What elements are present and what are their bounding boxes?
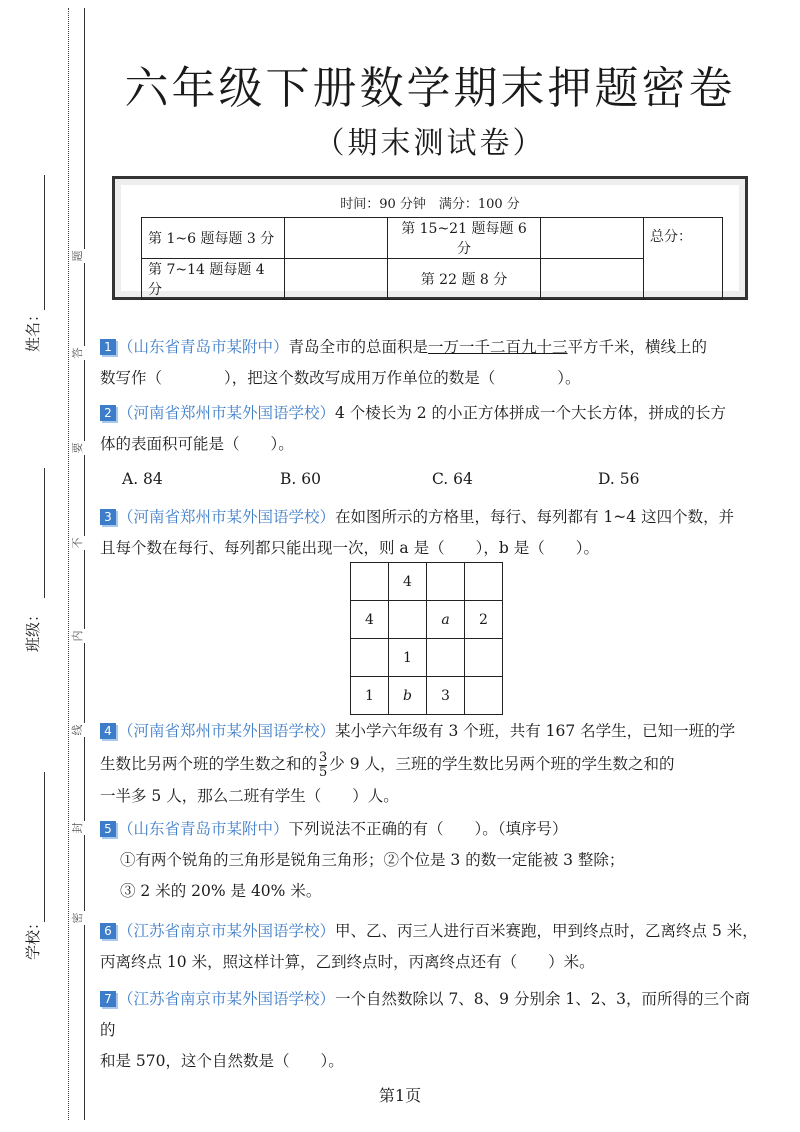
- question-number: 1: [100, 339, 116, 355]
- question-number: 5: [100, 821, 116, 837]
- question-4: [100, 716, 760, 812]
- question-source: （河南省郑州市某外国语学校）: [118, 404, 336, 422]
- question-number: 6: [100, 923, 116, 939]
- score-cell: [541, 218, 644, 259]
- seal-char: 密: [71, 912, 84, 924]
- option-d: D. 56: [598, 470, 640, 488]
- score-cell: 第 1~6 题每题 3 分: [142, 218, 285, 259]
- question-source: （河南省郑州市某外国语学校）: [118, 508, 336, 526]
- question-text: 某小学六年级有 3 个班，共有 167 名学生，已知一班的学: [335, 722, 736, 740]
- option-b: B. 60: [280, 470, 321, 488]
- binding-dotted-line: [68, 8, 69, 1120]
- question-number: 3: [100, 509, 116, 525]
- total-score-cell: 总分：: [644, 218, 723, 300]
- question-number: 7: [100, 991, 116, 1007]
- seal-char: 封: [71, 822, 84, 834]
- class-line: [44, 468, 45, 598]
- fraction: [319, 751, 327, 780]
- question-6: [100, 916, 760, 978]
- question-source: （江苏省南京市某外国语学校）: [118, 922, 336, 940]
- grid-cell: 3: [427, 677, 465, 715]
- school-line: [44, 772, 45, 922]
- fraction-numerator: 3: [319, 749, 328, 765]
- question-number: 2: [100, 405, 116, 421]
- seal-char: 线: [71, 724, 84, 736]
- question-source: （山东省青岛市某附中）: [118, 820, 289, 838]
- question-text: 一个自然数除以 7、8、9 分别余 1、2、3，而所得的三个商的: [100, 990, 750, 1039]
- question-text: 少 9 人，三班的学生数比另两个班的学生数之和的: [329, 755, 675, 773]
- question-source: （山东省青岛市某附中）: [118, 338, 289, 356]
- grid-cell: [465, 677, 503, 715]
- grid-cell: 4: [389, 563, 427, 601]
- question-7: [100, 984, 760, 1077]
- grid-cell: 2: [465, 601, 503, 639]
- option-c: C. 64: [432, 470, 473, 488]
- grid-cell: 1: [351, 677, 389, 715]
- question-text: 且每个数在每行、每列都只能出现一次，则 a 是（ ），b 是（ ）。: [100, 539, 599, 557]
- underlined-text: 一万一千二百九十三: [428, 338, 568, 356]
- page-number: 第1页: [378, 1086, 422, 1105]
- question-text: ③ 2 米的 20% 是 40% 米。: [120, 882, 322, 900]
- score-cell: 第 7~14 题每题 4 分: [142, 259, 285, 300]
- score-cell: 第 15~21 题每题 6 分: [388, 218, 541, 259]
- grid-cell: 1: [389, 639, 427, 677]
- page-subtitle: （期末测试卷）: [314, 126, 546, 161]
- seal-char: 内: [71, 630, 84, 642]
- grid-cell: [351, 639, 389, 677]
- name-label: 姓名：: [24, 306, 42, 352]
- question-source: （江苏省南京市某外国语学校）: [118, 990, 336, 1008]
- number-grid: [350, 562, 503, 715]
- exam-info: 时间：90 分钟 满分：100 分: [340, 197, 520, 212]
- school-label: 学校：: [24, 914, 42, 960]
- score-cell: [285, 218, 388, 259]
- seal-char: 不: [71, 537, 84, 549]
- page-title: 六年级下册数学期末押题密卷: [124, 63, 736, 114]
- question-text: 数写作（ ），把这个数改写成用万作单位的数是（ ）。: [100, 369, 581, 387]
- grid-cell: [465, 563, 503, 601]
- grid-cell: a: [427, 601, 465, 639]
- name-line: [44, 175, 45, 310]
- seal-char: 题: [71, 250, 84, 262]
- question-text: 平方千米，横线上的: [567, 338, 708, 356]
- question-source: （河南省郑州市某外国语学校）: [118, 722, 336, 740]
- options-row: [100, 464, 760, 495]
- question-text: 丙离终点 10 米，照这样计算，乙到终点时，丙离终点还有（ ）米。: [100, 953, 595, 971]
- grid-cell: [427, 639, 465, 677]
- fraction-denominator: 5: [319, 764, 328, 780]
- question-number: 4: [100, 723, 116, 739]
- score-cell: [541, 259, 644, 300]
- score-board: [112, 176, 748, 300]
- option-a: A. 84: [122, 470, 163, 488]
- class-label: 班级：: [24, 606, 42, 652]
- grid-cell: 4: [351, 601, 389, 639]
- question-text: 一半多 5 人，那么二班有学生（ ）人。: [100, 787, 399, 805]
- question-3: [100, 502, 760, 564]
- grid-cell: b: [389, 677, 427, 715]
- grid-cell: [427, 563, 465, 601]
- question-1: [100, 332, 760, 394]
- score-table: [141, 217, 723, 300]
- binding-solid-line: [84, 8, 85, 1120]
- question-text: 青岛全市的总面积是: [288, 338, 429, 356]
- question-text: ①有两个锐角的三角形是锐角三角形；②个位是 3 的数一定能被 3 整除；: [120, 851, 625, 869]
- question-text: 甲、乙、丙三人进行百米赛跑，甲到终点时，乙离终点 5 米，: [335, 922, 758, 940]
- seal-char: 答: [71, 347, 84, 359]
- question-text: 下列说法不正确的有（ ）。（填序号）: [288, 820, 568, 838]
- question-text: 4 个棱长为 2 的小正方体拼成一个大长方体，拼成的长方: [335, 404, 727, 422]
- grid-cell: [389, 601, 427, 639]
- question-text: 在如图所示的方格里，每行、每列都有 1~4 这四个数，并: [335, 508, 735, 526]
- question-5: [100, 814, 760, 907]
- seal-char: 要: [71, 442, 84, 454]
- question-text: 和是 570，这个自然数是（ ）。: [100, 1052, 344, 1070]
- question-2: [100, 398, 760, 460]
- score-cell: 第 22 题 8 分: [388, 259, 541, 300]
- score-cell: [285, 259, 388, 300]
- question-text: 体的表面积可能是（ ）。: [100, 435, 294, 453]
- grid-cell: [465, 639, 503, 677]
- grid-cell: [351, 563, 389, 601]
- question-text: 生数比另两个班的学生数之和的: [100, 755, 318, 773]
